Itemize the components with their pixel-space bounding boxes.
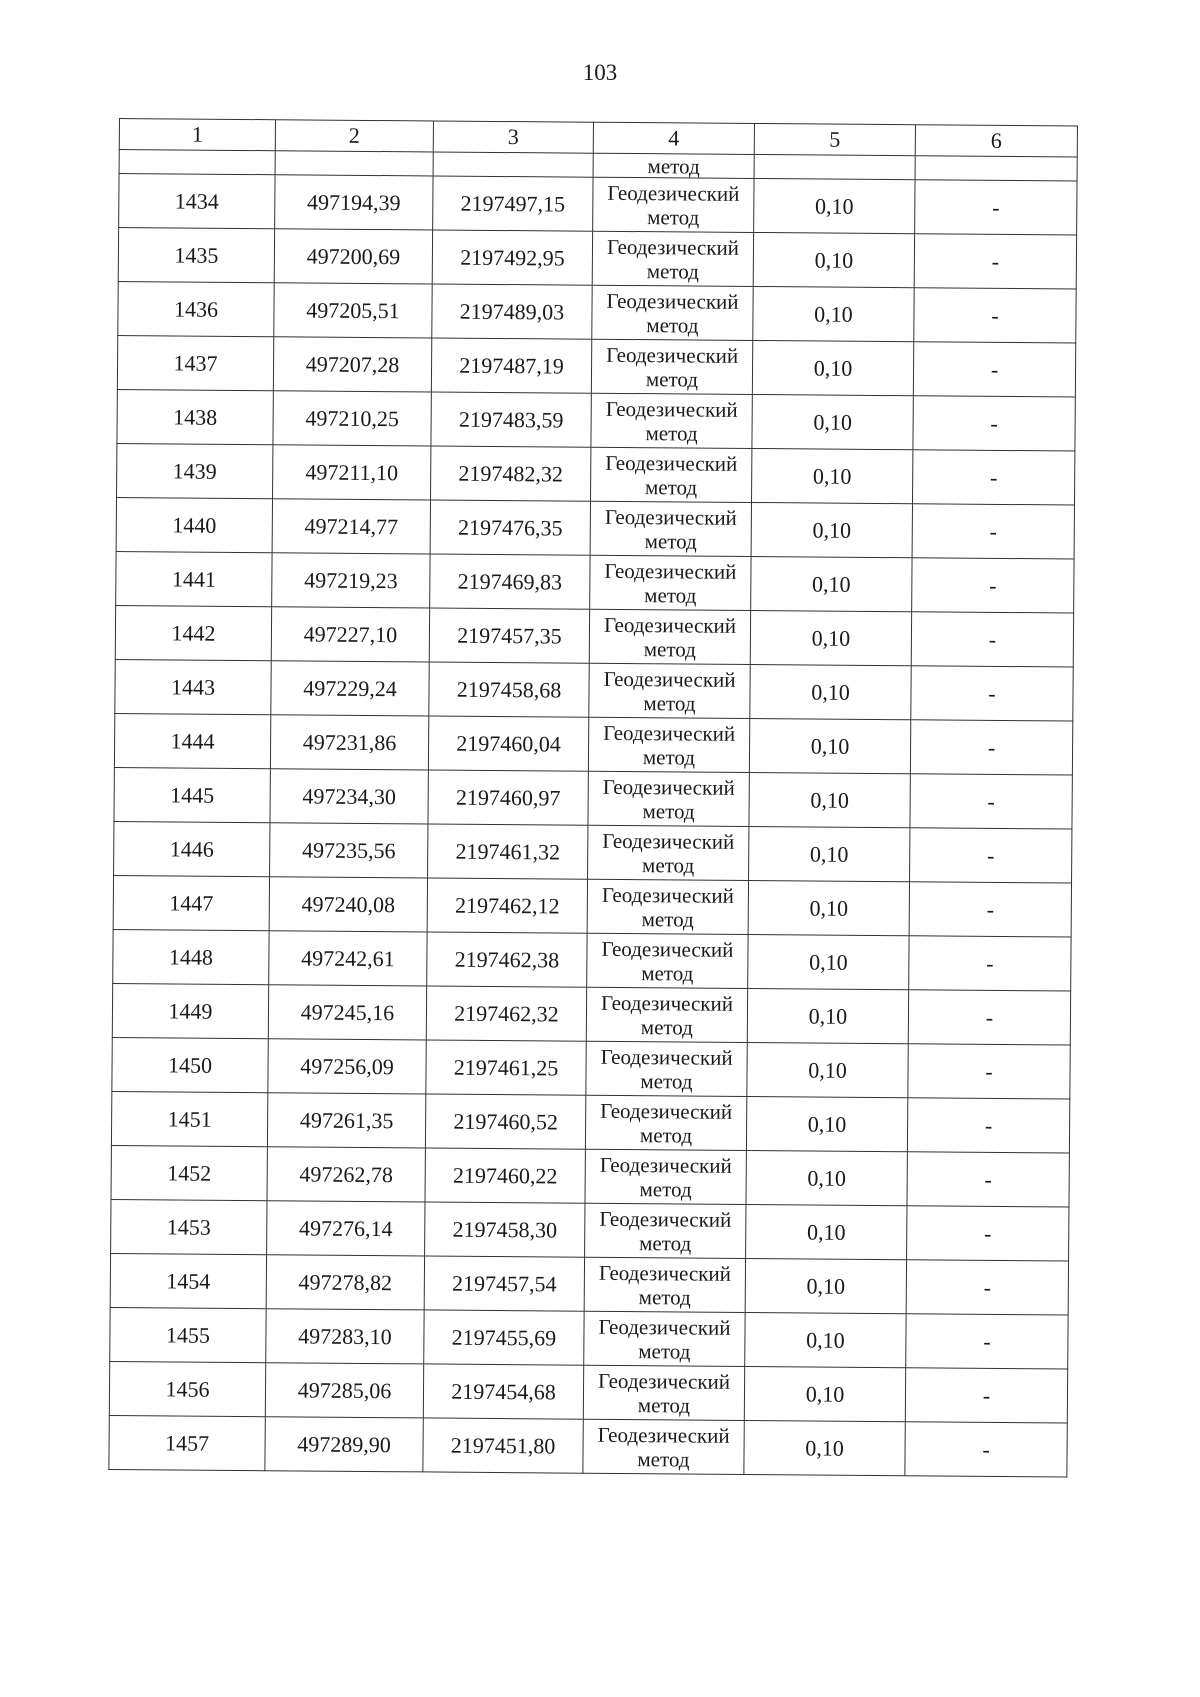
method-cell [592,231,753,286]
y-coordinate-cell: 2197476,35 [430,500,590,555]
table-row [118,281,1076,343]
method-cell [591,447,752,502]
y-coordinate-cell: 2197460,22 [425,1148,585,1203]
description-cell: - [912,558,1074,613]
table-row [113,875,1071,937]
accuracy-cell: 0,10 [744,1420,905,1475]
accuracy-cell: 0,10 [746,1204,907,1259]
method-line-1: Геодезический [603,666,736,692]
y-coordinate-cell: 2197461,32 [428,824,588,879]
method-line-2: метод [642,798,695,824]
point-number-cell: 1434 [119,174,275,229]
method-line-2: метод [641,960,694,986]
x-coordinate-cell: 497207,28 [273,337,431,392]
method-line-2: метод [643,636,696,662]
y-coordinate-cell: 2197482,32 [431,446,591,501]
method-line-1: Геодезический [600,1044,733,1070]
point-number-cell: 1443 [115,659,271,714]
x-coordinate-cell: 497194,39 [275,175,433,230]
method-line-2: метод [644,474,698,500]
y-coordinate-cell: 2197455,69 [424,1310,584,1365]
table-row [113,929,1071,991]
y-coordinate-cell: 2197458,68 [429,662,589,717]
method-line-2: метод [640,1068,693,1094]
method-line-2: метод [644,582,697,608]
coordinates-table [108,118,1078,1477]
header-cell-4: 4 [593,122,754,154]
method-line-1: Геодезический [598,1314,731,1340]
method-line-1: Геодезический [597,1422,730,1448]
method-line-1: Геодезический [606,342,739,368]
method-line-1: Геодезический [601,882,734,908]
y-coordinate-cell: 2197460,52 [425,1094,585,1149]
description-cell: - [913,342,1075,397]
accuracy-cell: 0,10 [749,772,910,827]
method-cell [587,933,748,988]
method-line-1: Геодезический [598,1260,732,1286]
point-number-cell: 1449 [112,983,268,1038]
method-line-2: метод [637,1392,691,1418]
header-cell-3: 3 [433,121,593,153]
accuracy-cell: 0,10 [753,232,914,287]
table-row [117,389,1075,451]
accuracy-cell: 0,10 [748,880,909,935]
table-row [115,605,1073,667]
description-cell: - [906,1260,1068,1315]
accuracy-cell: 0,10 [745,1258,906,1313]
method-line-1: Геодезический [599,1206,732,1232]
method-line-2: метод [644,528,697,554]
description-cell: - [910,774,1072,829]
point-number-cell: 1444 [114,713,270,768]
x-coordinate-cell: 497210,25 [273,391,431,446]
continued-cell-5 [754,154,915,179]
table-row [112,983,1070,1045]
accuracy-cell: 0,10 [746,1150,907,1205]
table-row [114,767,1072,829]
point-number-cell: 1437 [117,335,273,390]
accuracy-cell: 0,10 [747,1042,908,1097]
x-coordinate-cell: 497229,24 [271,661,429,716]
accuracy-cell: 0,10 [751,556,912,611]
method-cell [588,825,749,880]
x-coordinate-cell: 497289,90 [265,1417,423,1472]
x-coordinate-cell: 497242,61 [269,931,427,986]
method-line-2: метод [642,744,696,770]
table-row [114,713,1072,775]
method-cell [584,1257,745,1312]
y-coordinate-cell: 2197462,38 [427,932,587,987]
table-row [112,1037,1070,1099]
method-cell [593,177,754,232]
description-cell: - [915,180,1077,235]
method-cell [591,393,752,448]
table-row [117,443,1075,505]
y-coordinate-cell: 2197462,32 [426,986,586,1041]
description-cell: - [905,1422,1067,1477]
point-number-cell: 1446 [114,821,270,876]
x-coordinate-cell: 497278,82 [266,1255,424,1310]
table-row [116,497,1074,559]
x-coordinate-cell: 497219,23 [272,553,430,608]
header-cell-2: 2 [275,120,433,152]
x-coordinate-cell: 497276,14 [267,1201,425,1256]
method-cell [590,501,751,556]
method-cell [587,879,748,934]
y-coordinate-cell: 2197483,59 [431,392,591,447]
point-number-cell: 1436 [118,281,274,336]
table-row [110,1307,1068,1369]
method-cell [589,609,750,664]
point-number-cell: 1452 [111,1145,267,1200]
header-cell-1: 1 [119,119,275,151]
method-line-2: метод [638,1338,691,1364]
method-line-2: метод [646,258,699,284]
y-coordinate-cell: 2197460,04 [428,716,588,771]
point-number-cell: 1457 [109,1415,265,1470]
method-line-2: метод [639,1176,692,1202]
method-line-2: метод [640,1014,694,1040]
table-row [116,551,1074,613]
y-coordinate-cell: 2197451,80 [423,1418,583,1473]
y-coordinate-cell: 2197497,15 [433,176,593,231]
description-cell: - [906,1314,1068,1369]
description-cell: - [909,882,1071,937]
method-line-2: метод [642,852,695,878]
method-line-2: метод [643,690,696,716]
description-cell: - [908,1044,1070,1099]
method-line-1: Геодезический [603,612,737,638]
y-coordinate-cell: 2197457,35 [429,608,589,663]
description-cell: - [910,720,1072,775]
table-row [114,821,1072,883]
table-row [111,1091,1069,1153]
point-number-cell: 1439 [117,443,273,498]
point-number-cell: 1451 [111,1091,267,1146]
y-coordinate-cell: 2197460,97 [428,770,588,825]
description-cell: - [914,288,1076,343]
y-coordinate-cell: 2197469,83 [430,554,590,609]
accuracy-cell: 0,10 [746,1096,907,1151]
continued-cell-2 [275,151,433,176]
page-number: 103 [582,60,618,85]
y-coordinate-cell: 2197489,03 [432,284,592,339]
description-cell: - [910,828,1072,883]
method-line-1: Геодезический [607,180,740,206]
point-number-cell: 1440 [116,497,272,552]
table-row [111,1145,1069,1207]
method-cell [584,1311,745,1366]
accuracy-cell: 0,10 [749,826,910,881]
accuracy-cell: 0,10 [750,664,911,719]
method-cell [586,987,747,1042]
description-cell: - [912,450,1074,505]
table-row [119,174,1077,236]
table-row [111,1199,1069,1261]
method-line-1: Геодезический [600,990,734,1016]
method-cell [592,285,753,340]
x-coordinate-cell: 497214,77 [272,499,430,554]
method-line-1: Геодезический [601,936,734,962]
x-coordinate-cell: 497235,56 [270,823,428,878]
accuracy-cell: 0,10 [750,610,911,665]
point-number-cell: 1441 [116,551,272,606]
method-cell [588,771,749,826]
point-number-cell: 1448 [113,929,269,984]
method-line-2: метод [639,1230,692,1256]
method-line-1: Геодезический [604,504,737,530]
method-cell [585,1203,746,1258]
description-cell: - [909,936,1071,991]
accuracy-cell: 0,10 [745,1312,906,1367]
x-coordinate-cell: 497283,10 [266,1309,424,1364]
point-number-cell: 1456 [109,1361,265,1416]
method-line-1: Геодезический [606,288,739,314]
method-line-1: Геодезический [602,828,735,854]
x-coordinate-cell: 497200,69 [274,229,432,284]
method-line-1: Геодезический [602,774,735,800]
method-cell [583,1419,744,1474]
point-number-cell: 1455 [110,1307,266,1362]
description-cell: - [907,1098,1069,1153]
y-coordinate-cell: 2197457,54 [424,1256,584,1311]
y-coordinate-cell: 2197487,19 [431,338,591,393]
x-coordinate-cell: 497262,78 [267,1147,425,1202]
method-line-1: Геодезический [606,234,740,260]
x-coordinate-cell: 497211,10 [273,445,431,500]
method-line-2: метод [638,1284,691,1310]
x-coordinate-cell: 497240,08 [269,877,427,932]
continued-cell-1 [119,150,275,175]
header-cell-5: 5 [754,123,915,155]
description-cell: - [911,612,1073,667]
description-cell: - [908,990,1070,1045]
method-line-1: Геодезический [605,450,738,476]
method-cell [590,555,751,610]
point-number-cell: 1450 [112,1037,268,1092]
method-line-1: Геодезический [599,1152,732,1178]
method-line-2: метод [645,366,699,392]
method-cell [583,1365,744,1420]
method-cell [591,339,752,394]
method-line-2: метод [641,906,694,932]
description-cell: - [914,234,1076,289]
x-coordinate-cell: 497285,06 [265,1363,423,1418]
table-row [109,1415,1067,1477]
method-line-2: метод [647,204,700,230]
x-coordinate-cell: 497245,16 [268,985,426,1040]
method-line-1: Геодезический [605,396,738,422]
y-coordinate-cell: 2197458,30 [425,1202,585,1257]
x-coordinate-cell: 497256,09 [268,1039,426,1094]
method-cell [586,1041,747,1096]
table-row [110,1253,1068,1315]
accuracy-cell: 0,10 [744,1366,905,1421]
method-line-1: Геодезический [598,1368,731,1394]
accuracy-cell: 0,10 [754,178,915,233]
point-number-cell: 1445 [114,767,270,822]
accuracy-cell: 0,10 [753,286,914,341]
accuracy-cell: 0,10 [752,394,913,449]
continued-cell-3 [433,152,593,177]
description-cell: - [907,1152,1069,1207]
y-coordinate-cell: 2197461,25 [426,1040,586,1095]
description-cell: - [913,396,1075,451]
method-line-2: метод [646,312,699,338]
table-row [115,659,1073,721]
x-coordinate-cell: 497227,10 [271,607,429,662]
point-number-cell: 1442 [115,605,271,660]
method-cell [585,1095,746,1150]
y-coordinate-cell: 2197454,68 [423,1364,583,1419]
x-coordinate-cell: 497261,35 [267,1093,425,1148]
x-coordinate-cell: 497234,30 [270,769,428,824]
y-coordinate-cell: 2197462,12 [427,878,587,933]
method-line-1: Геодезический [604,558,737,584]
accuracy-cell: 0,10 [748,934,909,989]
method-line-2: метод [637,1446,690,1472]
method-line-2: метод [639,1122,693,1148]
continued-cell-4: метод [593,153,754,178]
header-cell-6: 6 [915,125,1077,157]
method-line-2: метод [645,420,698,446]
point-number-cell: 1454 [110,1253,266,1308]
x-coordinate-cell: 497205,51 [274,283,432,338]
point-number-cell: 1438 [117,389,273,444]
description-cell: - [911,666,1073,721]
accuracy-cell: 0,10 [751,448,912,503]
accuracy-cell: 0,10 [749,718,910,773]
description-cell: - [912,504,1074,559]
method-cell [588,717,749,772]
method-cell [585,1149,746,1204]
table-row [118,228,1076,290]
continued-cell-6 [915,156,1077,181]
accuracy-cell: 0,10 [747,988,908,1043]
table-body [109,174,1077,1477]
table-row [117,335,1075,397]
accuracy-cell: 0,10 [751,502,912,557]
method-line-1: Геодезический [603,720,736,746]
x-coordinate-cell: 497231,86 [270,715,428,770]
accuracy-cell: 0,10 [752,340,913,395]
point-number-cell: 1453 [111,1199,267,1254]
description-cell: - [907,1206,1069,1261]
description-cell: - [905,1368,1067,1423]
point-number-cell: 1435 [118,228,274,283]
table-row [109,1361,1067,1423]
method-cell [589,663,750,718]
point-number-cell: 1447 [113,875,269,930]
method-line-1: Геодезический [600,1098,733,1124]
y-coordinate-cell: 2197492,95 [432,230,592,285]
